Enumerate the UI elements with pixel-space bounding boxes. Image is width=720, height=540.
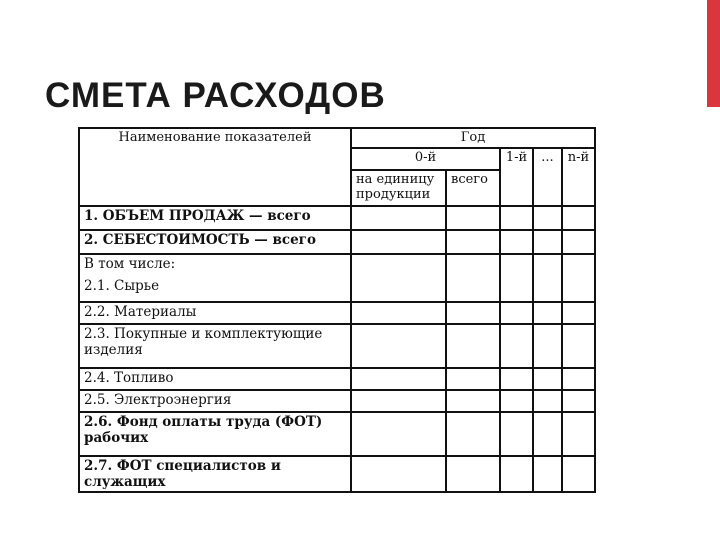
table-row <box>79 302 595 324</box>
table-row <box>79 412 595 456</box>
row-label: 2.2. Материалы <box>79 302 351 324</box>
row-label: 2.7. ФОТ специалистов и служащих <box>79 456 351 492</box>
slide-title: СМЕТА РАСХОДОВ <box>45 76 386 115</box>
row-label: 2.5. Электроэнергия <box>79 390 351 412</box>
table-row <box>79 390 595 412</box>
header-total: всего <box>446 170 500 206</box>
row-label: 2.6. Фонд оплаты труда (ФОТ) рабочих <box>79 412 351 456</box>
budget-table <box>78 127 596 493</box>
row-label: 2.4. Топливо <box>79 368 351 390</box>
row-label-line1: В том числе: <box>84 256 176 272</box>
table-row <box>79 324 595 368</box>
table-row <box>79 368 595 390</box>
header-ellipsis: ... <box>533 148 562 206</box>
header-indicator: Наименование показателей <box>79 128 351 206</box>
row-label-line2: 2.1. Сырье <box>84 278 160 294</box>
header-per-unit: на единицу продукции <box>351 170 446 206</box>
header-year-n: n-й <box>562 148 595 206</box>
header-year-1: 1-й <box>500 148 533 206</box>
header-year: Год <box>351 128 595 148</box>
row-label: 2.3. Покупные и комплектующие изделия <box>79 324 351 368</box>
header-row-1 <box>79 128 595 148</box>
table-row <box>79 230 595 254</box>
row-label <box>79 254 351 302</box>
header-year-0: 0-й <box>351 148 500 170</box>
row-label: 1. ОБЪЕМ ПРОДАЖ — всего <box>79 206 351 230</box>
accent-bar <box>707 0 720 107</box>
table-row <box>79 456 595 492</box>
row-label: 2. СЕБЕСТОИМОСТЬ — всего <box>79 230 351 254</box>
table-row <box>79 254 595 302</box>
table-row <box>79 206 595 230</box>
